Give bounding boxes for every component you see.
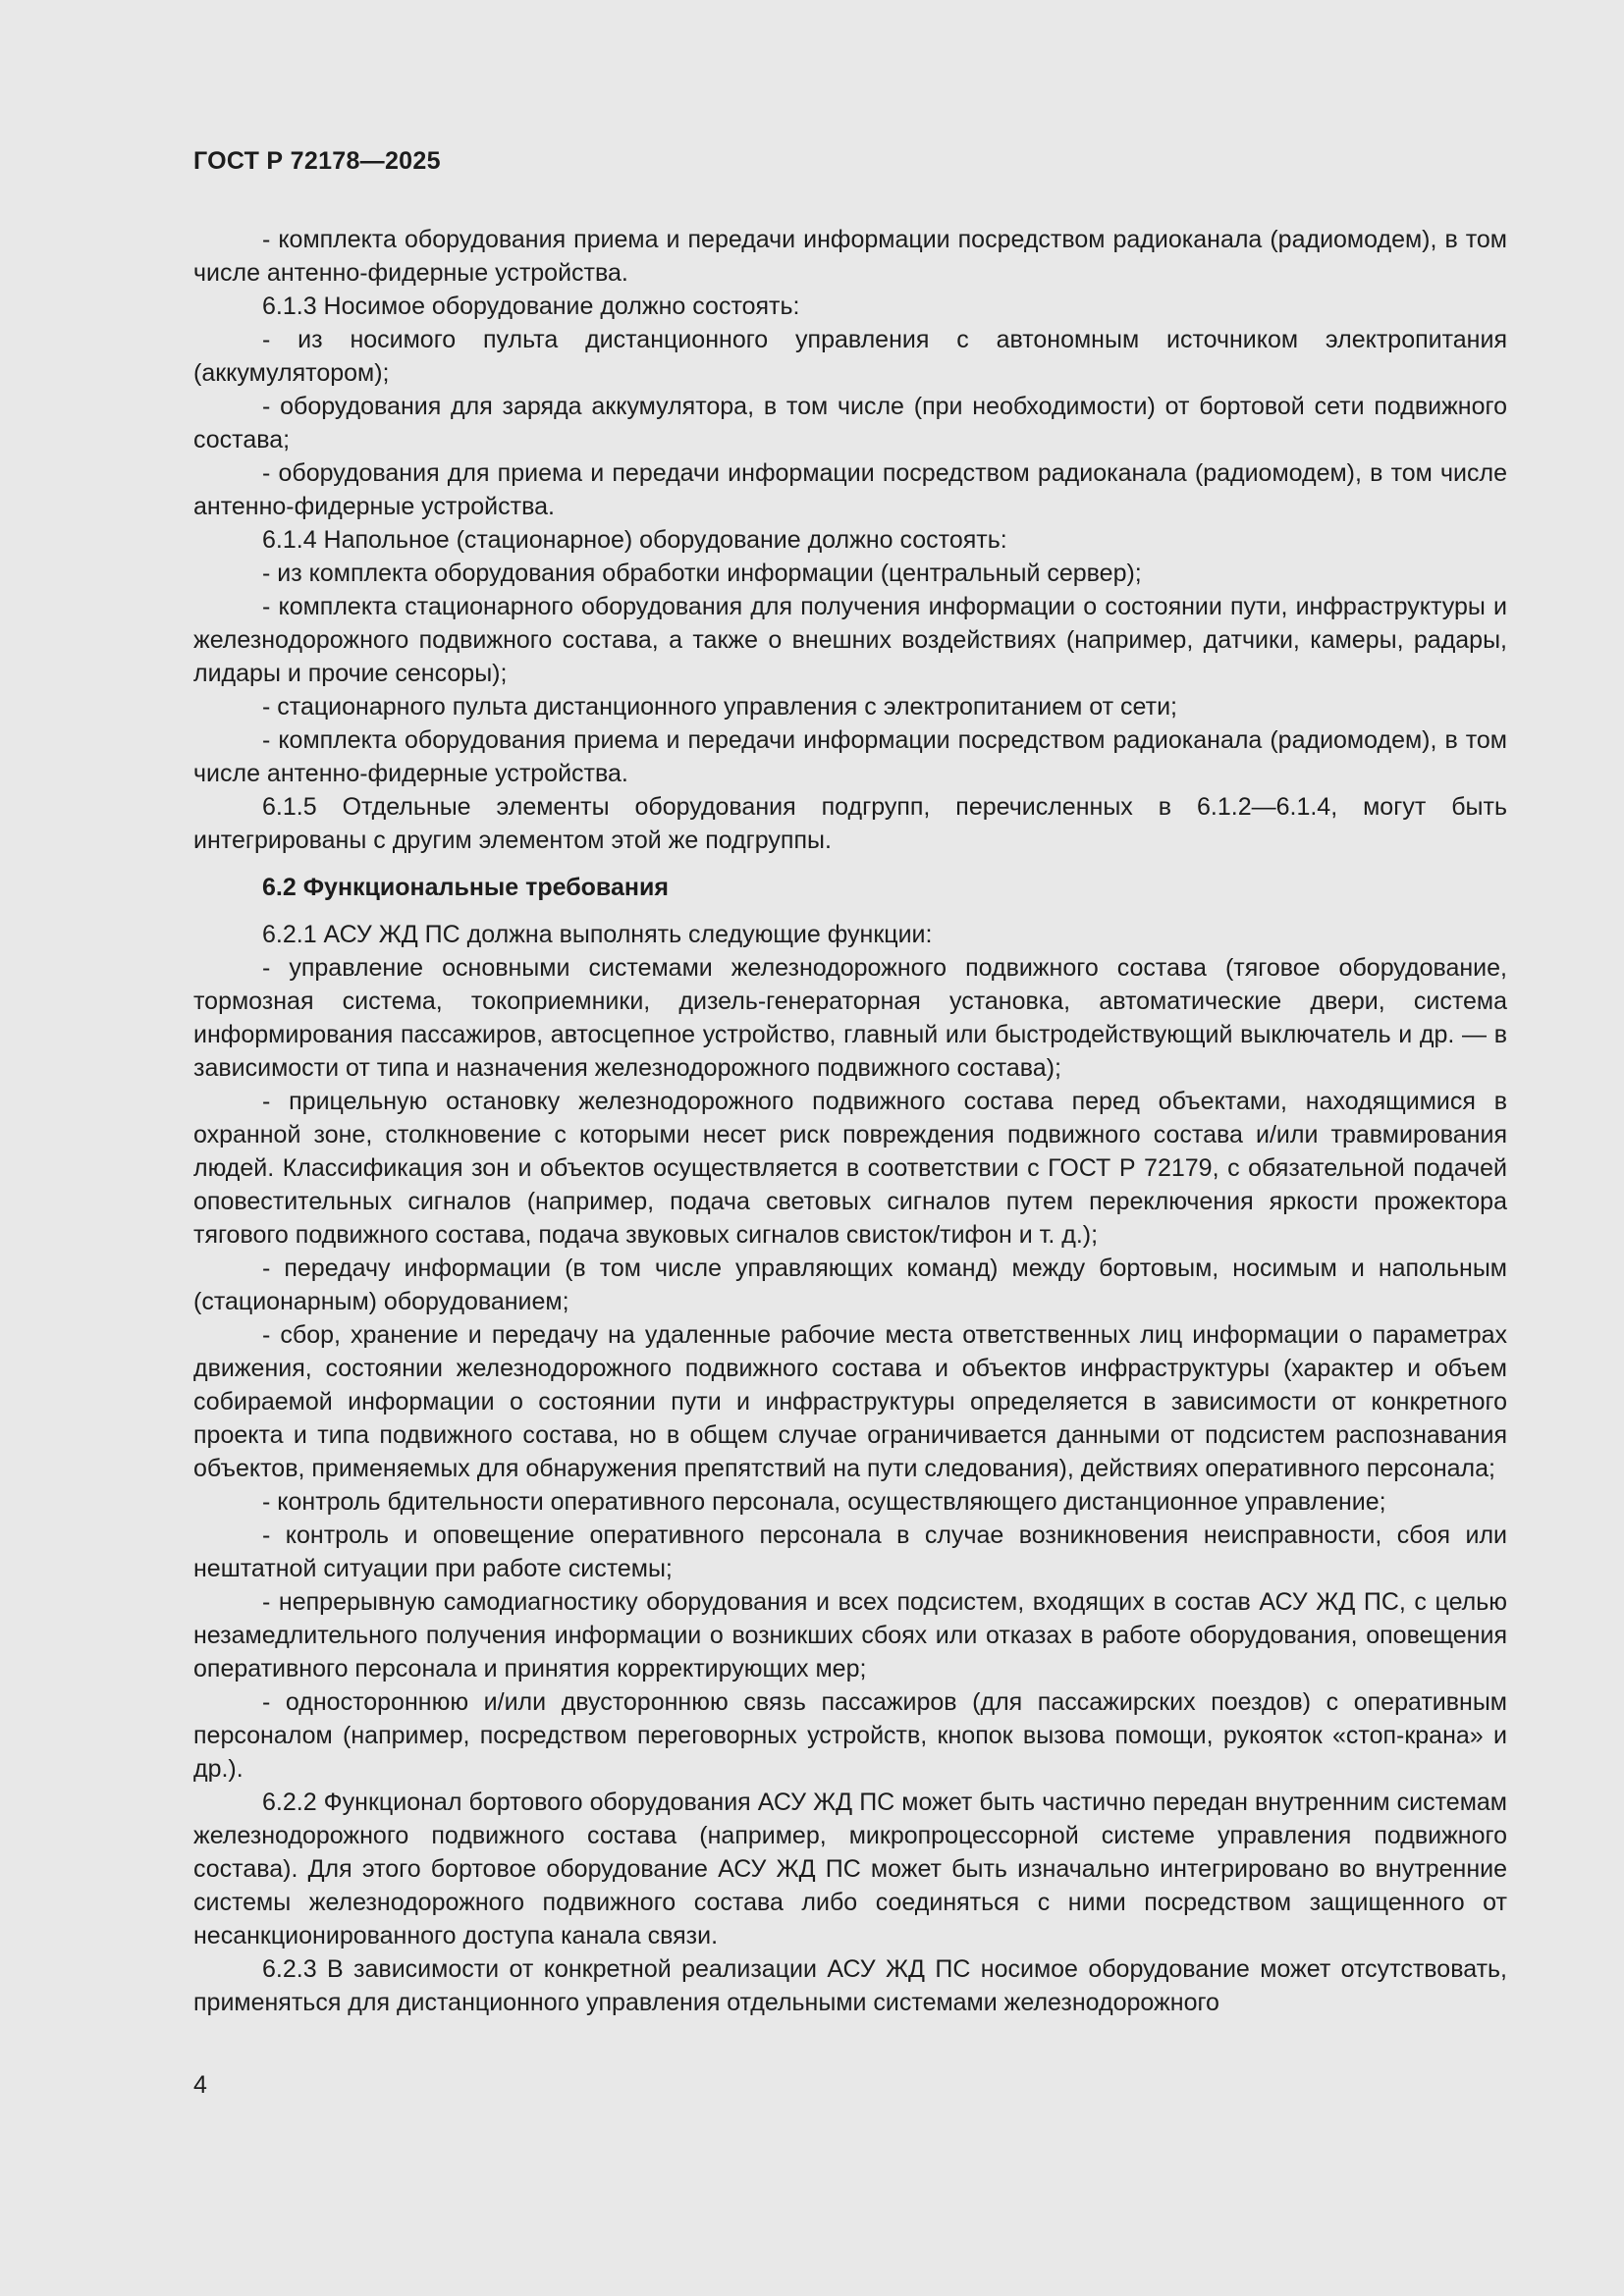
paragraph: - стационарного пульта дистанционного управления с электропитанием от сети; <box>262 693 1177 721</box>
paragraph: - оборудования для приема и передачи информации посредством радиоканала (радиомодем), в том числе антенно-фидерные устройства. <box>193 459 1507 520</box>
paragraph: - одностороннюю и/или двустороннюю связь пассажиров (для пассажирских поездов) с оперативным персоналом (например, посредством переговорных устройств, кнопок вызова помощи, рукояток «стоп-крана» и др.). <box>193 1688 1507 1783</box>
paragraph: - комплекта оборудования приема и передачи информации посредством радиоканала (радиомодем), в том числе антенно-фидерные устройства. <box>193 726 1507 787</box>
paragraph: - контроль бдительности оперативного персонала, осуществляющего дистанционное управление; <box>262 1488 1386 1516</box>
document-body <box>193 223 1507 2019</box>
paragraph: - оборудования для заряда аккумулятора, в том числе (при необходимости) от бортовой сети подвижного состава; <box>193 393 1507 454</box>
paragraph: - из комплекта оборудования обработки информации (центральный сервер); <box>262 560 1142 587</box>
paragraph: 6.2.3 В зависимости от конкретной реализации АСУ ЖД ПС носимое оборудование может отсутствовать, применяться для дистанционного управления отдельными системами железнодорожного <box>193 1955 1507 2016</box>
section-heading: 6.2 Функциональные требования <box>262 874 669 901</box>
paragraph: 6.2.2 Функционал бортового оборудования АСУ ЖД ПС может быть частично передан внутренним системам железнодорожного подвижного состава (например, микропроцессорной системе управления подвижного состава). Для этого бортовое оборудование АСУ ЖД ПС может быть изначально интегрировано во внутренние системы железнодорожного подвижного состава либо соединяться с ними посредством защищенного от несанкционированного доступа канала связи. <box>193 1789 1507 1949</box>
paragraph: - комплекта оборудования приема и передачи информации посредством радиоканала (радиомодем), в том числе антенно-фидерные устройства. <box>193 226 1507 287</box>
paragraph: - управление основными системами железнодорожного подвижного состава (тяговое оборудование, тормозная система, токоприемники, дизель-генераторная установка, автоматические двери, система информирования пассажиров, автосцепное устройство, главный или быстродействующий выключатель и др. — в зависимости от типа и назначения железнодорожного подвижного состава); <box>193 954 1507 1082</box>
paragraph: 6.2.1 АСУ ЖД ПС должна выполнять следующие функции: <box>262 921 933 948</box>
paragraph: - контроль и оповещение оперативного персонала в случае возникновения неисправности, сбоя или нештатной ситуации при работе системы; <box>193 1522 1507 1582</box>
paragraph: 6.1.5 Отдельные элементы оборудования подгрупп, перечисленных в 6.1.2—6.1.4, могут быть интегрированы с другим элементом этой же подгруппы. <box>193 793 1507 854</box>
paragraph: 6.1.3 Носимое оборудование должно состоять: <box>262 293 800 320</box>
paragraph: - комплекта стационарного оборудования для получения информации о состоянии пути, инфраструктуры и железнодорожного подвижного состава, а также о внешних воздействиях (например, датчики, камеры, радары, лидары и прочие сенсоры); <box>193 593 1507 687</box>
paragraph: 6.1.4 Напольное (стационарное) оборудование должно состоять: <box>262 526 1007 554</box>
paragraph: - сбор, хранение и передачу на удаленные рабочие места ответственных лиц информации о параметрах движения, состоянии железнодорожного подвижного состава и объектов инфраструктуры (характер и объем собираемой информации о состоянии пути и инфраструктуры определяется в зависимости от конкретного проекта и типа подвижного состава, но в общем случае ограничивается данными от подсистем распознавания объектов, применяемых для обнаружения препятствий на пути следования), действиях оперативного персонала; <box>193 1321 1507 1482</box>
paragraph: - прицельную остановку железнодорожного подвижного состава перед объектами, находящимися в охранной зоне, столкновение с которыми несет риск повреждения подвижного состава и/или травмирования людей. Классификация зон и объектов осуществляется в соответствии с ГОСТ Р 72179, с обязательной подачей оповестительных сигналов (например, подача световых сигналов путем переключения яркости прожектора тягового подвижного состава, подача звуковых сигналов свисток/тифон и т. д.); <box>193 1088 1507 1249</box>
page-number: 4 <box>193 2071 207 2099</box>
paragraph: - из носимого пульта дистанционного управления с автономным источником электропитания (аккумулятором); <box>193 326 1507 387</box>
paragraph: - непрерывную самодиагностику оборудования и всех подсистем, входящих в состав АСУ ЖД ПС, с целью незамедлительного получения информации о возникших сбоях или отказах в работе оборудования, оповещения оперативного персонала и принятия корректирующих мер; <box>193 1588 1507 1682</box>
document-code: ГОСТ Р 72178—2025 <box>193 147 441 175</box>
paragraph: - передачу информации (в том числе управляющих команд) между бортовым, носимым и напольным (стационарным) оборудованием; <box>193 1255 1507 1315</box>
